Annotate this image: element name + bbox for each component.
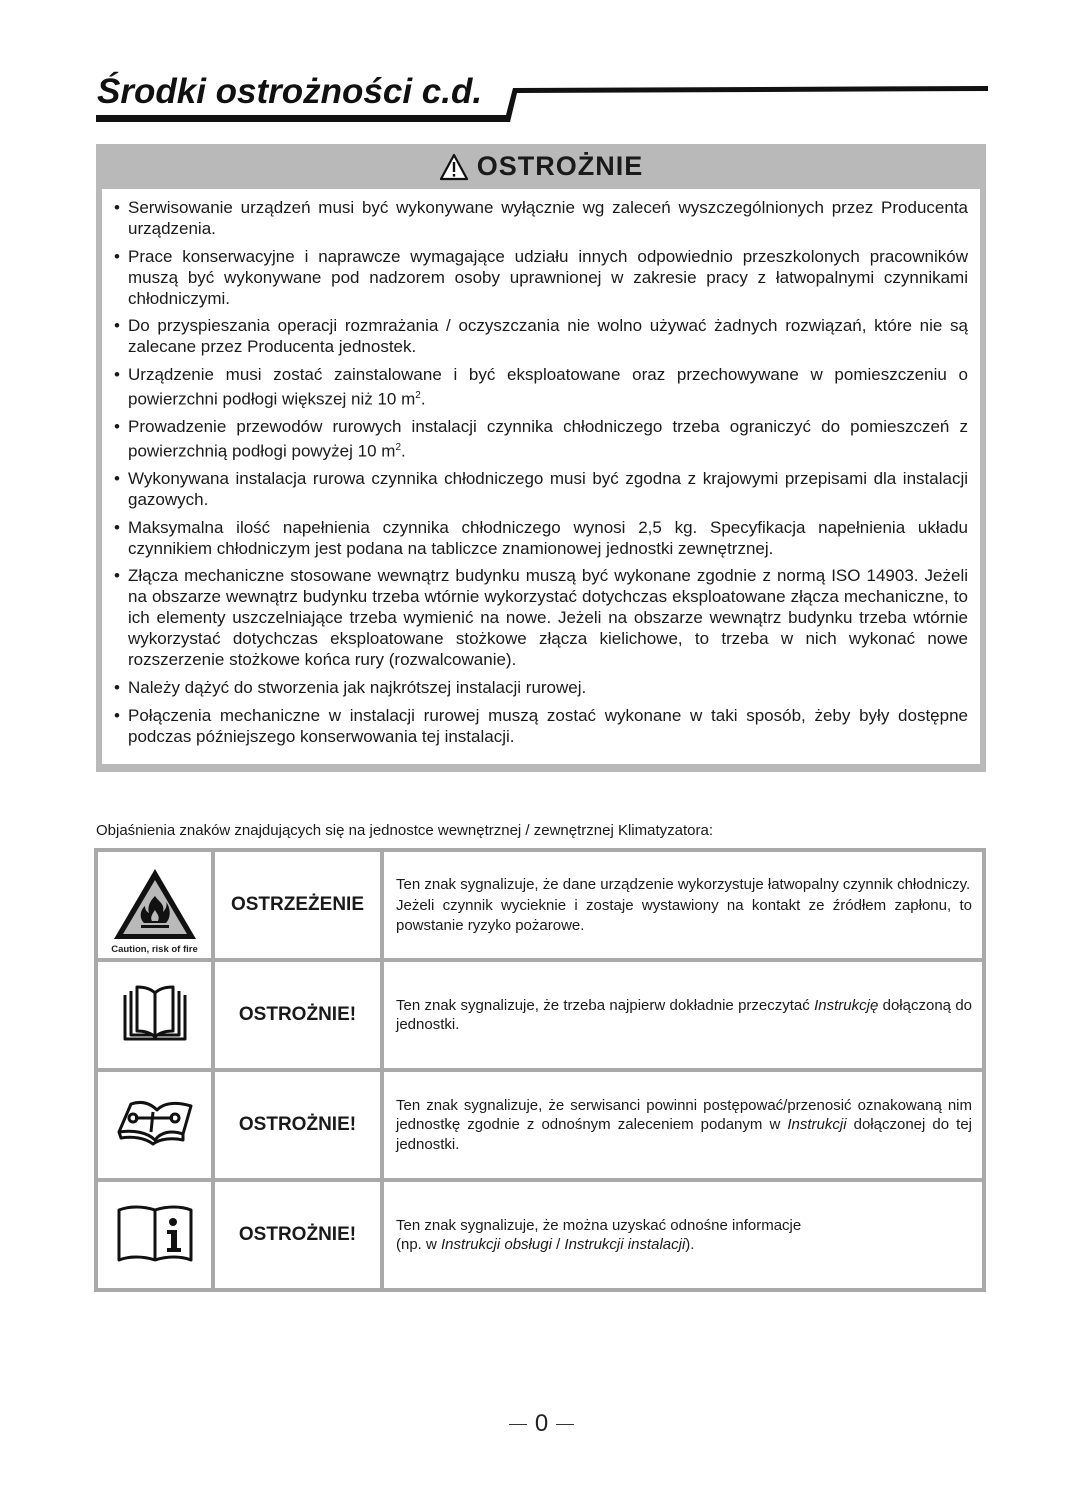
caution-item: • Prowadzenie przewodów rurowych instalacji czynnika chłodniczego trzeba ograniczyć do pomieszczeń z powierzchnią podłogi powyżej 10 $m^2$. xyxy=(114,416,968,462)
read-manual-icon xyxy=(115,983,195,1043)
sign-icon-cell xyxy=(96,850,213,960)
caution-list xyxy=(114,197,968,747)
page-number-dash xyxy=(509,1424,527,1426)
table-row xyxy=(96,1070,984,1180)
caution-item: • Maksymalna ilość napełnienia czynnika chłodniczego wynosi 2,5 kg. Specyfikacja napełnienia układu czynnikiem chłodniczym jest podana na tabliczce znamionowej jednostki zewnętrznej. xyxy=(114,517,968,559)
table-row xyxy=(96,1180,984,1290)
caution-item: • Serwisowanie urządzeń musi być wykonywane wyłącznie wg zaleceń wyszczególnionych przez Producenta urządzenia. xyxy=(114,197,968,239)
sign-label: OSTROŻNIE! xyxy=(213,1070,382,1180)
sign-icon-cell xyxy=(96,1070,213,1180)
caution-item: • Urządzenie musi zostać zainstalowane i być eksploatowane oraz przechowywane w pomieszczeniu o powierzchni podłogi większej niż 10 $m^2$. xyxy=(114,364,968,410)
caution-item: • Należy dążyć do stworzenia jak najkrótszej instalacji rurowej. xyxy=(114,677,968,698)
table-row xyxy=(96,960,984,1070)
information-manual-icon xyxy=(115,1202,195,1264)
caution-item: • Prace konserwacyjne i naprawcze wymagające udziału innych odpowiednio przeszkolonych pracowników muszą być wykonywane pod nadzorem osoby uprawnionej w zakresie pracy z łatwopalnymi czynnikami chłodniczymi. xyxy=(114,246,968,309)
sign-description: Ten znak sygnalizuje, że dane urządzenie wykorzystuje łatwopalny czynnik chłodniczy. Jeżeli czynnik wycieknie i zostaje wystawiony na kontakt ze źródłem zapłonu, to powstanie ryzyko pożarowe. xyxy=(382,850,984,960)
caution-item: • Złącza mechaniczne stosowane wewnątrz budynku muszą być wykonane zgodnie z normą ISO 14903. Jeżeli na obszarze wewnątrz budynku trzeba wtórnie wykorzystać dotychczas eksploatowane złącza mechaniczne, to ich elementy uszczelniające trzeba wymienić na nowe. Jeżeli na obszarze wewnątrz budynku trzeba wtórnie wykorzystać dotychczas eksploatowane stożkowe złącza kielichowe, to trzeba w nich wykonać nowe rozszerzenie stożkowe końca rury (rozwalcowanie). xyxy=(114,565,968,670)
caution-box xyxy=(96,144,986,772)
caution-header xyxy=(96,144,986,189)
sign-label: OSTROŻNIE! xyxy=(213,960,382,1070)
table-row xyxy=(96,850,984,960)
caution-heading: OSTROŻNIE xyxy=(476,151,644,181)
signs-intro: Objaśnienia znaków znajdujących się na jednostce wewnętrznej / zewnętrznej Klimatyzatora: xyxy=(96,822,713,839)
sign-icon-cell xyxy=(96,960,213,1070)
service-manual-icon xyxy=(115,1098,195,1148)
sign-label: OSTRZEŻENIE xyxy=(213,850,382,960)
sign-label: OSTROŻNIE! xyxy=(213,1180,382,1290)
page-title: Środki ostrożności c.d. xyxy=(97,72,483,111)
page-number-dash xyxy=(556,1424,574,1426)
warning-triangle-icon xyxy=(439,153,469,181)
flammable-warning-icon xyxy=(111,866,199,942)
sign-description: Ten znak sygnalizuje, że trzeba najpierw dokładnie przeczytać Instrukcję dołączoną do jednostki. xyxy=(382,960,984,1070)
signs-table xyxy=(94,848,986,1292)
icon-caption: Caution, risk of fire xyxy=(111,944,198,955)
caution-item: • Połączenia mechaniczne w instalacji rurowej muszą zostać wykonane w taki sposób, żeby były dostępne podczas późniejszego konserwowania tej instalacji. xyxy=(114,705,968,747)
sign-description: Ten znak sygnalizuje, że serwisanci powinni postępować/przenosić oznakowaną nim jednostkę zgodnie z odnośnym zaleceniem podanym w Instrukcji dołączonej do tej jednostki. xyxy=(382,1070,984,1180)
sign-description: Ten znak sygnalizuje, że można uzyskać odnośne informacje (np. w Instrukcji obsługi / Instrukcji instalacji). xyxy=(382,1180,984,1290)
caution-item: • Do przyspieszania operacji rozmrażania / oczyszczania nie wolno używać żadnych rozwiązań, które nie są zalecane przez Producenta jednostek. xyxy=(114,315,968,357)
caution-body xyxy=(102,189,980,764)
page-number: 0 xyxy=(0,1410,1083,1438)
sign-icon-cell xyxy=(96,1180,213,1290)
title-underline-rule xyxy=(0,0,1083,130)
caution-item: • Wykonywana instalacja rurowa czynnika chłodniczego musi być zgodna z krajowymi przepisami dla instalacji gazowych. xyxy=(114,468,968,510)
